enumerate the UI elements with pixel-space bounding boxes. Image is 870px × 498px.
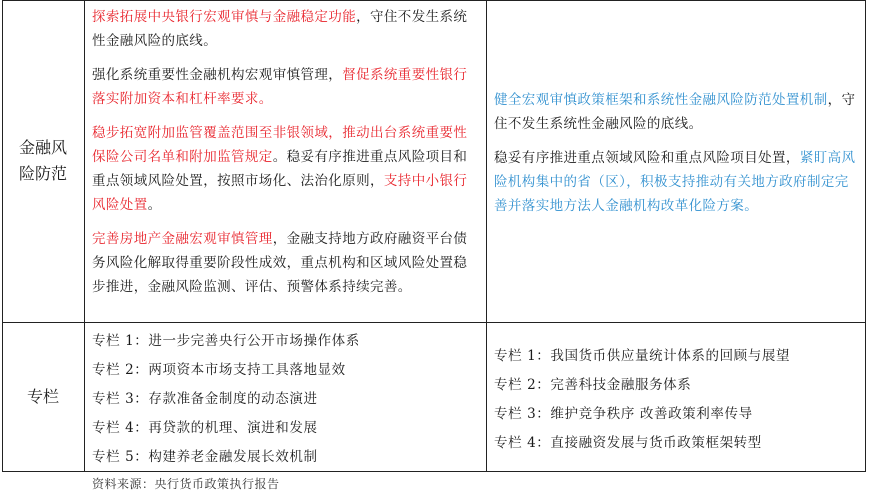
highlighted-text: 健全宏观审慎政策框架和系统性金融风险防范处置机制: [494, 92, 828, 108]
column-left-item: 专栏 5：构建养老金融发展长效机制: [92, 449, 318, 465]
body-text: 。稳妥有序推进重点风险项目和重点领域风险处置，按照市场化、法治化原则，: [92, 149, 468, 189]
column-left-item: 专栏 4：再贷款的机理、演进和发展: [92, 420, 318, 436]
risk-right-cell: [494, 88, 858, 218]
row-divider: [2, 322, 866, 323]
risk-right-paragraph: [494, 146, 858, 218]
column-right-cell: [494, 342, 858, 458]
risk-category-cell: [2, 0, 84, 322]
highlighted-text: 支持中小银行风险处置: [92, 173, 468, 213]
highlighted-text: 督促系统重要性银行落实附加资本和杠杆率要求。: [92, 67, 468, 107]
highlighted-text: 紧盯高风险机构集中的省（区），积极支持推动有关地方政府制定完善并落实地方法人金融机构改革化险方案。: [494, 150, 856, 214]
column-left-item: 专栏 2：两项资本市场支持工具落地显效: [92, 362, 346, 378]
highlighted-text: 探索拓展中央银行宏观审慎与金融稳定功能: [92, 9, 357, 25]
column-left-cell: [92, 327, 480, 472]
body-text: 。: [147, 197, 162, 213]
source-note: 资料来源：央行货币政策执行报告: [92, 477, 280, 491]
column-left-item: 专栏 1：进一步完善央行公开市场操作体系: [92, 333, 360, 349]
table-top-border: [2, 0, 866, 1]
column-right-item: 专栏 1：我国货币供应量统计体系的回顾与展望: [494, 348, 791, 364]
table-right-border: [865, 0, 866, 472]
risk-left-paragraph: [92, 63, 480, 111]
body-text: ，守住不发生系统性金融风险的底线。: [92, 9, 468, 49]
risk-category-label: 金融风险防范: [18, 138, 67, 183]
body-text: 稳妥有序推进重点领域风险和重点风险项目处置，: [494, 150, 800, 166]
column-right-item: 专栏 2：完善科技金融服务体系: [494, 377, 692, 393]
body-text: ，金融支持地方政府融资平台债务风险化解取得重要阶段性成效，重点机构和区域风险处置稳步推进，金融风险监测、评估、预警体系持续完善。: [92, 231, 468, 295]
column-category-cell: [2, 322, 84, 471]
column-category-label: 专栏: [26, 386, 59, 406]
comparison-table: [2, 0, 866, 472]
highlighted-text: 完善房地产金融宏观审慎管理: [92, 231, 273, 247]
body-text: 强化系统重要性金融机构宏观审慎管理，: [92, 67, 343, 83]
column-divider-2: [486, 0, 487, 472]
risk-right-paragraph: [494, 88, 858, 136]
column-right-item: 专栏 3：维护竞争秩序 改善政策利率传导: [494, 406, 753, 422]
highlighted-text: 稳步拓宽附加监管覆盖范围至非银领域，推动出台系统重要性保险公司名单和附加监管规定: [92, 125, 468, 165]
body-text: ，守住不发生系统性金融风险的底线。: [494, 92, 856, 132]
column-left-item: 专栏 3：存款准备金制度的动态演进: [92, 391, 318, 407]
column-divider-1: [84, 0, 85, 472]
risk-left-paragraph: [92, 121, 480, 217]
risk-left-paragraph: [92, 5, 480, 53]
risk-left-paragraph: [92, 227, 480, 299]
risk-left-cell: [92, 5, 480, 299]
column-right-item: 专栏 4：直接融资发展与货币政策框架转型: [494, 435, 762, 451]
